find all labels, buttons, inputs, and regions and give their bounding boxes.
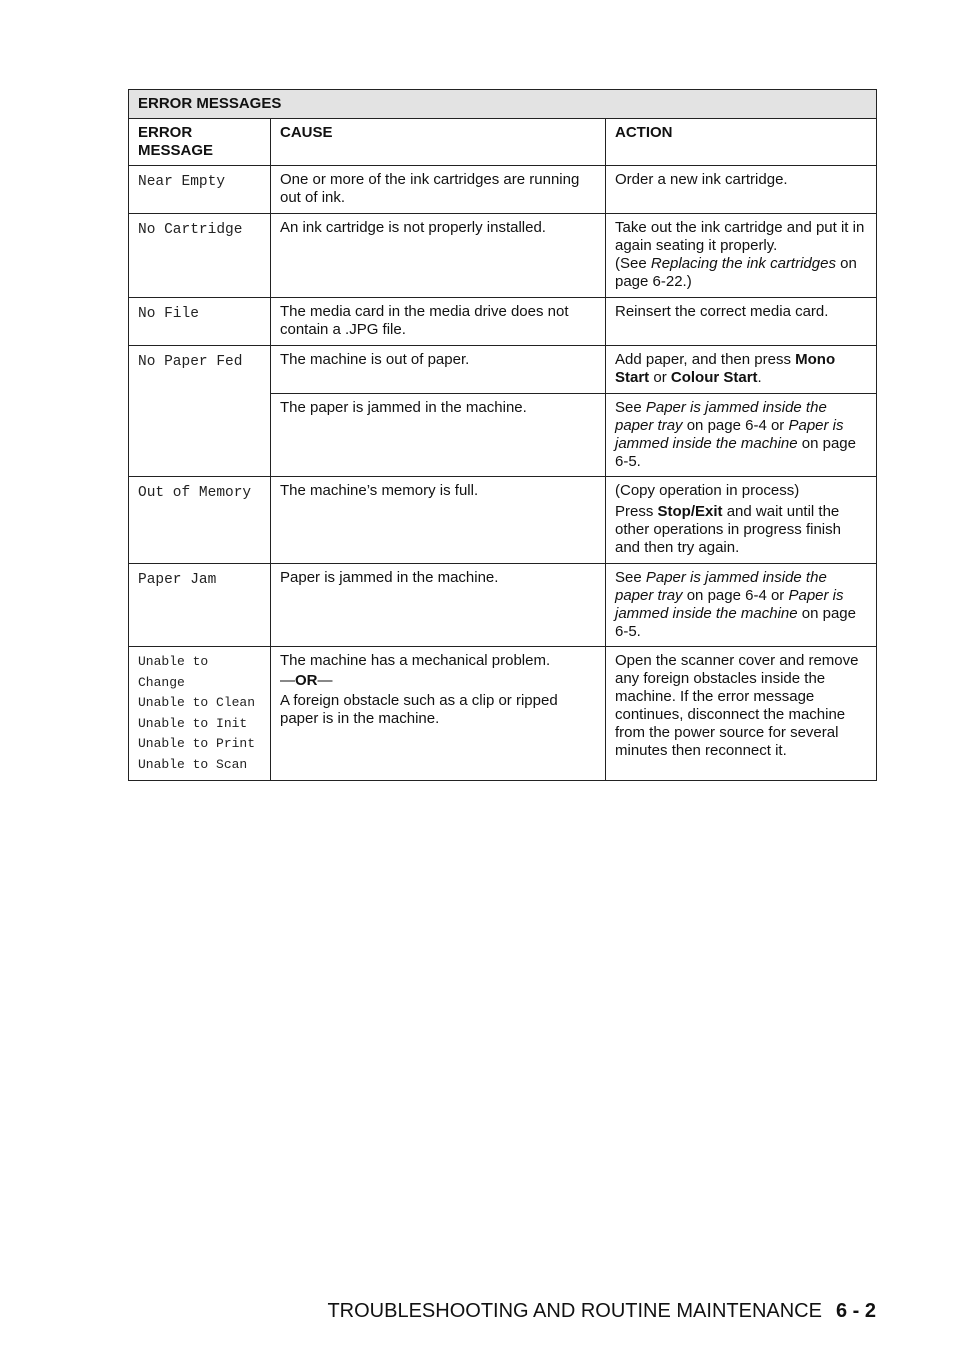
button-name-colour-start: Colour Start: [670, 369, 758, 386]
column-header-action: ACTION: [606, 119, 877, 166]
action-text: See: [615, 399, 646, 416]
action-cell: [606, 346, 877, 394]
error-message-cell: No Paper Fed: [129, 346, 271, 477]
table-row: [129, 477, 877, 564]
action-cell: [606, 477, 877, 564]
action-text: on page 6-5.: [615, 605, 856, 640]
cause-cell: The media card in the media drive does not contain a .JPG file.: [271, 298, 606, 346]
page-footer: [327, 1300, 876, 1323]
error-message-line: Unable to Init: [138, 715, 248, 731]
error-message-line: Unable to Scan: [138, 756, 248, 772]
footer-section-title: TROUBLESHOOTING AND ROUTINE MAINTENANCE: [327, 1300, 822, 1322]
table-row: [129, 298, 877, 346]
table-row: [129, 214, 877, 298]
action-text: Add paper, and then press: [615, 351, 796, 368]
cause-text: The machine has a mechanical problem.: [280, 652, 551, 669]
column-header-error-message: ERROR MESSAGE: [129, 119, 271, 166]
cause-cell: [271, 647, 606, 781]
cross-reference: Paper is jammed inside the paper tray: [615, 569, 827, 604]
action-cell: [606, 564, 877, 647]
table-title: ERROR MESSAGES: [129, 90, 877, 119]
error-message-line: Unable to Print: [138, 736, 256, 751]
or-label: OR: [295, 672, 318, 689]
action-text: (See: [615, 255, 651, 272]
cross-reference: Paper is jammed inside the paper tray: [615, 399, 827, 434]
cause-cell: An ink cartridge is not properly installed.: [271, 214, 606, 298]
cause-cell: The machine’s memory is full.: [271, 477, 606, 564]
dash: —: [280, 672, 295, 689]
action-cell: [606, 394, 877, 477]
error-message-line: Unable to Clean: [138, 695, 256, 710]
error-messages-table: [128, 89, 877, 781]
action-cell: [606, 214, 877, 298]
error-message-cell: Paper Jam: [129, 564, 271, 647]
table-row: [129, 166, 877, 214]
cross-reference: Paper is jammed inside the machine: [615, 587, 844, 622]
table-row: [129, 346, 877, 394]
or-separator: [280, 672, 596, 690]
error-message-cell: No File: [129, 298, 271, 346]
cause-text: A foreign obstacle such as a clip or ripped paper is in the machine.: [280, 692, 558, 727]
action-text: Take out the ink cartridge and put it in again seating it properly.: [615, 219, 865, 254]
action-text: .: [757, 369, 762, 386]
action-text: on page 6-22.): [615, 255, 857, 290]
action-text: on page 6-4 or: [682, 587, 789, 604]
error-message-line: Unable to Change: [138, 654, 209, 690]
page-number: 6 - 2: [835, 1300, 876, 1322]
button-name-mono-start: Mono Start: [615, 351, 836, 386]
cause-cell: The paper is jammed in the machine.: [271, 394, 606, 477]
action-text: on page 6-4 or: [682, 417, 789, 434]
action-cell: Open the scanner cover and remove any foreign obstacles inside the machine. If the error message continues, disconnect the machine from the power source for several minutes then reconnect it.: [606, 647, 877, 781]
table-row: [129, 647, 877, 781]
error-message-cell: [129, 647, 271, 781]
cause-cell: Paper is jammed in the machine.: [271, 564, 606, 647]
cause-cell: The machine is out of paper.: [271, 346, 606, 394]
action-text: on page 6-5.: [615, 435, 856, 470]
action-text: and wait until the other operations in progress finish and then try again.: [615, 503, 841, 556]
action-cell: Order a new ink cartridge.: [606, 166, 877, 214]
action-text: or: [649, 369, 671, 386]
column-header-cause: CAUSE: [271, 119, 606, 166]
dash: —: [317, 672, 333, 689]
action-text: Press: [615, 503, 658, 520]
cross-reference: Replacing the ink cartridges: [650, 255, 836, 272]
cross-reference: Paper is jammed inside the machine: [615, 417, 844, 452]
error-message-cell: No Cartridge: [129, 214, 271, 298]
button-name-stop-exit: Stop/Exit: [657, 503, 723, 520]
error-message-cell: Near Empty: [129, 166, 271, 214]
cause-cell: One or more of the ink cartridges are running out of ink.: [271, 166, 606, 214]
action-text: See: [615, 569, 646, 586]
error-message-cell: Out of Memory: [129, 477, 271, 564]
action-text: (Copy operation in process): [615, 482, 800, 499]
table-row: [129, 564, 877, 647]
action-cell: Reinsert the correct media card.: [606, 298, 877, 346]
